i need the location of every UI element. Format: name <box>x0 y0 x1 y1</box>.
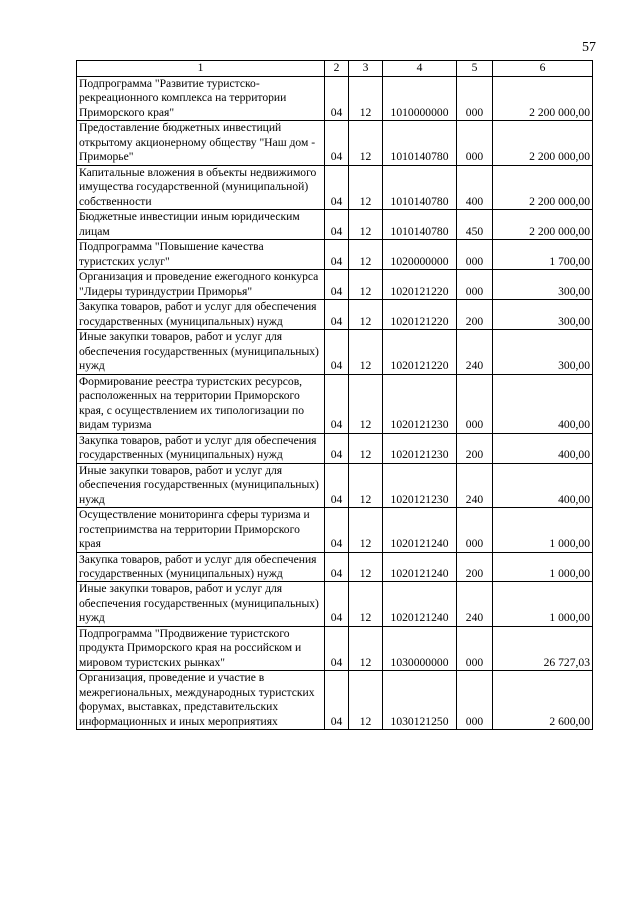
row-expense-type: 400 <box>457 165 493 209</box>
row-subsection-code: 12 <box>349 463 383 507</box>
row-subsection-code: 12 <box>349 552 383 582</box>
row-expense-type: 000 <box>457 374 493 433</box>
table-row <box>77 552 593 582</box>
row-target-code: 1020121230 <box>383 463 457 507</box>
row-expense-type: 000 <box>457 626 493 670</box>
row-name: Организация, проведение и участие в межрегиональных, международных туристских форумах, выставках, представительских информационных и иных мероприятиях <box>77 671 325 730</box>
row-subsection-code: 12 <box>349 671 383 730</box>
row-amount: 26 727,03 <box>493 626 593 670</box>
row-amount: 1 000,00 <box>493 508 593 552</box>
row-subsection-code: 12 <box>349 582 383 626</box>
table-row <box>77 121 593 165</box>
row-section-code: 04 <box>325 433 349 463</box>
row-section-code: 04 <box>325 210 349 240</box>
row-expense-type: 000 <box>457 270 493 300</box>
row-target-code: 1020121240 <box>383 508 457 552</box>
row-amount: 300,00 <box>493 300 593 330</box>
row-subsection-code: 12 <box>349 433 383 463</box>
row-subsection-code: 12 <box>349 210 383 240</box>
row-name: Бюджетные инвестиции иным юридическим лицам <box>77 210 325 240</box>
row-target-code: 1030000000 <box>383 626 457 670</box>
row-subsection-code: 12 <box>349 508 383 552</box>
row-subsection-code: 12 <box>349 300 383 330</box>
row-amount: 400,00 <box>493 374 593 433</box>
row-name: Организация и проведение ежегодного конкурса "Лидеры туриндустрии Приморья" <box>77 270 325 300</box>
table-row <box>77 330 593 374</box>
row-name: Закупка товаров, работ и услуг для обеспечения государственных (муниципальных) нужд <box>77 300 325 330</box>
header-col-3: 3 <box>349 61 383 77</box>
row-target-code: 1010000000 <box>383 77 457 121</box>
row-expense-type: 450 <box>457 210 493 240</box>
row-expense-type: 200 <box>457 552 493 582</box>
table-row <box>77 671 593 730</box>
table-row <box>77 508 593 552</box>
row-subsection-code: 12 <box>349 374 383 433</box>
row-section-code: 04 <box>325 508 349 552</box>
header-col-1: 1 <box>77 61 325 77</box>
row-name: Осуществление мониторинга сферы туризма и гостеприимства на территории Приморского края <box>77 508 325 552</box>
row-name: Предоставление бюджетных инвестиций открытому акционерному обществу "Наш дом - Приморье" <box>77 121 325 165</box>
page-number: 57 <box>582 40 596 55</box>
row-amount: 2 200 000,00 <box>493 210 593 240</box>
row-amount: 400,00 <box>493 433 593 463</box>
row-section-code: 04 <box>325 552 349 582</box>
row-amount: 1 000,00 <box>493 552 593 582</box>
row-subsection-code: 12 <box>349 626 383 670</box>
row-target-code: 1020121240 <box>383 582 457 626</box>
row-subsection-code: 12 <box>349 121 383 165</box>
row-name: Подпрограмма "Повышение качества туристских услуг" <box>77 240 325 270</box>
table-row <box>77 582 593 626</box>
row-name: Капитальные вложения в объекты недвижимого имущества государственной (муниципальной) собственности <box>77 165 325 209</box>
row-expense-type: 240 <box>457 463 493 507</box>
row-target-code: 1020121230 <box>383 374 457 433</box>
row-section-code: 04 <box>325 77 349 121</box>
row-name: Закупка товаров, работ и услуг для обеспечения государственных (муниципальных) нужд <box>77 433 325 463</box>
table-row <box>77 433 593 463</box>
table-row <box>77 270 593 300</box>
row-amount: 300,00 <box>493 270 593 300</box>
table-row <box>77 165 593 209</box>
table-row <box>77 210 593 240</box>
row-section-code: 04 <box>325 626 349 670</box>
row-expense-type: 000 <box>457 240 493 270</box>
row-section-code: 04 <box>325 240 349 270</box>
row-expense-type: 000 <box>457 508 493 552</box>
row-subsection-code: 12 <box>349 270 383 300</box>
table-row <box>77 463 593 507</box>
row-expense-type: 200 <box>457 300 493 330</box>
row-target-code: 1010140780 <box>383 210 457 240</box>
row-target-code: 1020121220 <box>383 300 457 330</box>
header-col-6: 6 <box>493 61 593 77</box>
row-name: Иные закупки товаров, работ и услуг для обеспечения государственных (муниципальных) нужд <box>77 582 325 626</box>
row-target-code: 1020121230 <box>383 433 457 463</box>
row-expense-type: 000 <box>457 77 493 121</box>
row-name: Подпрограмма "Продвижение туристского продукта Приморского края на российском и мировом туристских рынках" <box>77 626 325 670</box>
table-row <box>77 77 593 121</box>
row-expense-type: 240 <box>457 582 493 626</box>
row-amount: 300,00 <box>493 330 593 374</box>
table-row <box>77 300 593 330</box>
row-amount: 1 000,00 <box>493 582 593 626</box>
row-amount: 2 600,00 <box>493 671 593 730</box>
header-col-5: 5 <box>457 61 493 77</box>
row-target-code: 1020121240 <box>383 552 457 582</box>
row-amount: 2 200 000,00 <box>493 165 593 209</box>
row-section-code: 04 <box>325 270 349 300</box>
row-section-code: 04 <box>325 582 349 626</box>
table-row <box>77 626 593 670</box>
row-subsection-code: 12 <box>349 165 383 209</box>
row-subsection-code: 12 <box>349 240 383 270</box>
row-section-code: 04 <box>325 374 349 433</box>
row-amount: 2 200 000,00 <box>493 121 593 165</box>
row-expense-type: 000 <box>457 121 493 165</box>
row-target-code: 1010140780 <box>383 121 457 165</box>
row-section-code: 04 <box>325 671 349 730</box>
row-section-code: 04 <box>325 121 349 165</box>
row-target-code: 1020121220 <box>383 270 457 300</box>
row-amount: 400,00 <box>493 463 593 507</box>
row-section-code: 04 <box>325 463 349 507</box>
row-subsection-code: 12 <box>349 77 383 121</box>
row-section-code: 04 <box>325 165 349 209</box>
row-amount: 2 200 000,00 <box>493 77 593 121</box>
row-expense-type: 240 <box>457 330 493 374</box>
row-name: Иные закупки товаров, работ и услуг для обеспечения государственных (муниципальных) нужд <box>77 330 325 374</box>
row-amount: 1 700,00 <box>493 240 593 270</box>
row-name: Иные закупки товаров, работ и услуг для обеспечения государственных (муниципальных) нужд <box>77 463 325 507</box>
row-target-code: 1020000000 <box>383 240 457 270</box>
row-expense-type: 200 <box>457 433 493 463</box>
row-section-code: 04 <box>325 330 349 374</box>
table-row <box>77 374 593 433</box>
row-target-code: 1010140780 <box>383 165 457 209</box>
row-expense-type: 000 <box>457 671 493 730</box>
header-col-4: 4 <box>383 61 457 77</box>
budget-table <box>76 60 593 730</box>
row-target-code: 1030121250 <box>383 671 457 730</box>
row-name: Подпрограмма "Развитие туристско-рекреационного комплекса на территории Приморского края" <box>77 77 325 121</box>
row-name: Формирование реестра туристских ресурсов, расположенных на территории Приморского края, с осуществлением их типологизации по видам туризма <box>77 374 325 433</box>
row-section-code: 04 <box>325 300 349 330</box>
header-col-2: 2 <box>325 61 349 77</box>
row-subsection-code: 12 <box>349 330 383 374</box>
table-header-row <box>77 61 593 77</box>
row-target-code: 1020121220 <box>383 330 457 374</box>
table-row <box>77 240 593 270</box>
row-name: Закупка товаров, работ и услуг для обеспечения государственных (муниципальных) нужд <box>77 552 325 582</box>
